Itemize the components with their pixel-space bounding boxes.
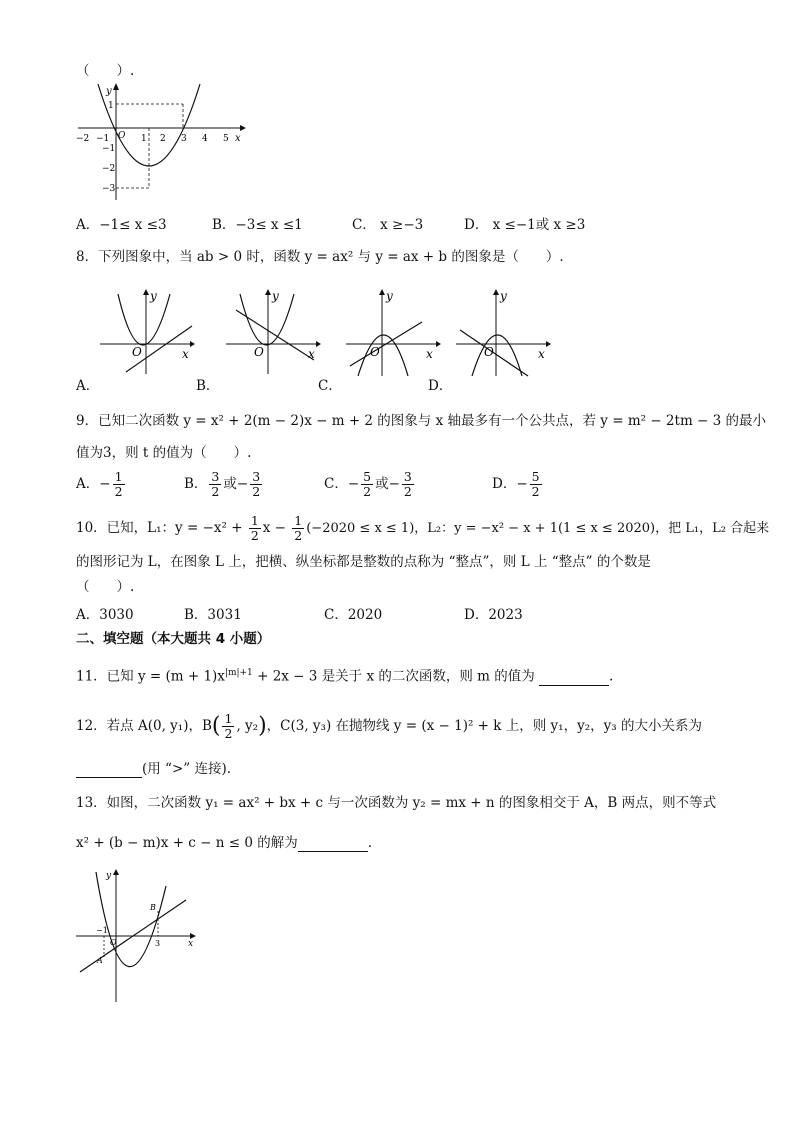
q7-x-label-neg2: −2	[76, 134, 90, 144]
q7-option-b: B．−3≤ x ≤1	[212, 217, 303, 233]
q9-c-num2: 3	[403, 469, 412, 484]
q7-origin-label: O	[118, 131, 126, 141]
q10-frac2-den: 2	[294, 528, 303, 543]
q11-answer-blank[interactable]	[539, 671, 609, 686]
q8-b-x: x	[308, 347, 315, 361]
q7-x-label-4: 4	[202, 134, 208, 144]
q9-c-fraction-2	[402, 470, 414, 499]
q9-a-den: 2	[114, 484, 123, 499]
q8-graph-d	[452, 288, 552, 378]
q8-c-x: x	[426, 347, 433, 361]
q7-parabola-graph	[74, 82, 244, 207]
section-2-title: 二、填空题（本大题共 4 小题）	[76, 631, 271, 647]
q9-a-sign: −	[99, 476, 111, 492]
q7-y-axis-label: y	[106, 86, 112, 97]
q9-d-label: D．	[492, 476, 517, 492]
q9-c-den1: 2	[363, 484, 372, 499]
q8-label-b: B．	[196, 378, 220, 394]
q10-frac1-den: 2	[250, 528, 259, 543]
q8-c-y: y	[386, 289, 393, 303]
q13-line1: 13．如图，二次函数 y₁ = ax² + bx + c 与一次函数为 y₂ = mx + n 的图象相交于 A，B 两点，则不等式	[76, 795, 717, 811]
q11-end: .	[609, 668, 614, 685]
q8-graph-c	[342, 288, 442, 378]
q13-answer-blank[interactable]	[298, 837, 368, 852]
q8-a-y: y	[150, 289, 157, 303]
q11-exponent: |m|+1	[224, 668, 253, 678]
q10-option-c: C．2020	[324, 607, 383, 623]
q9-option-d	[492, 470, 544, 499]
q8-label-a: A．	[76, 378, 100, 394]
q8-d-x: x	[538, 347, 545, 361]
q7-option-a: A．−1≤ x ≤3	[76, 217, 167, 233]
q10-option-a: A．3030	[76, 607, 134, 623]
q13-inequality: x² + (b − m)x + c − n ≤ 0 的解为	[76, 835, 298, 851]
q13-point-a: A	[97, 956, 103, 965]
q10-fraction-2	[292, 514, 304, 543]
q9-a-num: 1	[114, 469, 123, 484]
q8-c-origin: O	[370, 345, 380, 359]
q13-x-label: x	[188, 939, 194, 949]
q9-b-num2: 3	[252, 469, 261, 484]
q7-x-label-3: 3	[181, 134, 187, 144]
q13-point-b: B	[150, 903, 156, 912]
q9-b-label: B．	[184, 476, 208, 492]
q13-y-label: y	[106, 871, 112, 881]
q8-d-y: y	[500, 289, 507, 303]
q12-part-c: ，C(3, y₃) 在抛物线 y = (x − 1)² + k 上，则 y₁，y₂，y₃ 的大小关系为	[266, 718, 702, 734]
q9-c-num1: 5	[363, 469, 372, 484]
q7-x-label-neg1: −1	[96, 134, 110, 144]
q8-a-x: x	[182, 347, 189, 361]
q9-stem-line1: 9．已知二次函数 y = x² + 2(m − 2)x − m + 2 的图象与 x 轴最多有一个公共点，若 y = m² − 2tm − 3 的最小	[76, 413, 767, 429]
q7-y-label-1: 1	[108, 101, 114, 111]
q12-part-b: , y₂	[236, 718, 259, 734]
q13-origin-label: O	[110, 938, 117, 947]
q7-x-label-1: 1	[141, 134, 147, 144]
q7-x-label-5: 5	[223, 134, 229, 144]
q10-line2: 的图形记为 L，在图象 L 上，把横、纵坐标都是整数的点称为 “整点”，则 L 上 “整点” 的个数是	[76, 554, 651, 570]
q7-x-axis-label: x	[235, 133, 241, 144]
q9-stem-line2: 值为3，则 t 的值为（ ）.	[76, 445, 252, 461]
q7-option-c: C． x ≥−3	[352, 217, 424, 233]
q9-c-fraction-1	[361, 470, 373, 499]
q13-line2	[76, 834, 372, 852]
q9-d-den: 2	[531, 484, 540, 499]
q10-part-a: 10．已知，L₁：y = −x² +	[76, 520, 247, 536]
q9-option-c	[324, 470, 416, 499]
q8-a-origin: O	[132, 345, 142, 359]
q12-stem: 12．若点 A(0, y₁)，B( $\frac{1}{2}$ , y₂)，C(3, y₃) 在抛物线 y = (x − 1)² + k 上，则 y₁，y₂，y₃ 的大小关系为	[76, 711, 702, 741]
q9-d-fraction	[530, 470, 542, 499]
q9-c-den2: 2	[403, 484, 412, 499]
q9-a-label: A．	[76, 476, 100, 492]
q13-graph	[74, 868, 204, 1003]
q10-part-c: (−2020 ≤ x ≤ 1)，L₂：y = −x² − x + 1(1 ≤ x ≤ 2020)，把 L₁，L₂ 合起来	[306, 521, 770, 536]
q10-fraction-1	[249, 514, 261, 543]
q7-y-label-neg3: −3	[102, 184, 116, 194]
q9-a-fraction	[113, 470, 125, 499]
q11-part-b: + 2x − 3 是关于 x 的二次函数，则 m 的值为	[252, 668, 535, 685]
q8-stem: 8．下列图象中，当 ab > 0 时，函数 y = ax² 与 y = ax + b 的图象是（ ）.	[76, 249, 564, 265]
q12-line2	[76, 760, 231, 778]
q8-graph-b	[222, 288, 322, 378]
q9-b-fraction-1	[209, 470, 221, 499]
q10-part-b: x −	[262, 520, 291, 536]
q9-option-b	[184, 470, 264, 499]
q8-graph-a	[96, 288, 196, 378]
q7-option-d: D． x ≤−1或 x ≥3	[464, 217, 586, 233]
q7-y-label-neg1: −1	[102, 144, 116, 154]
q9-c-sign: −	[347, 476, 360, 492]
q11-part-a: 11．已知 y = (m + 1)x	[76, 668, 225, 685]
q12-frac-num: 1	[224, 711, 233, 726]
q13-tick-3: 3	[155, 939, 161, 948]
q8-b-origin: O	[254, 345, 264, 359]
q12-part-a: 12．若点 A(0, y₁)，B	[76, 718, 212, 734]
q9-b-fraction-2	[250, 470, 262, 499]
q10-frac2-num: 1	[294, 513, 303, 528]
q13-end: .	[367, 835, 373, 851]
q8-label-d: D．	[428, 378, 453, 394]
q9-d-sign: −	[516, 476, 528, 492]
q9-c-label: C．	[324, 476, 348, 492]
q9-c-mid: 或−	[375, 476, 400, 492]
q9-b-den1: 2	[211, 484, 220, 499]
q9-b-mid: 或−	[223, 476, 249, 492]
q10-line3: （ ）.	[76, 579, 135, 595]
q10-frac1-num: 1	[250, 513, 259, 528]
q8-label-c: C．	[318, 378, 342, 394]
q13-tick-neg1: −1	[96, 926, 108, 935]
q9-d-num: 5	[531, 469, 540, 484]
q9-option-a	[76, 470, 127, 499]
q10-option-d: D．2023	[464, 607, 523, 623]
q10-option-b: B．3031	[184, 607, 242, 623]
q12-hint: (用 “>” 连接).	[142, 761, 232, 777]
q7-tail: （ ）.	[76, 63, 135, 79]
q12-answer-blank[interactable]	[76, 763, 142, 778]
q12-fraction	[222, 712, 234, 741]
q8-b-y: y	[272, 289, 279, 303]
q9-b-num1: 3	[211, 469, 220, 484]
q11-stem	[76, 664, 613, 686]
q9-b-den2: 2	[252, 484, 261, 499]
q7-x-label-2: 2	[160, 134, 166, 144]
q8-d-origin: O	[484, 345, 494, 359]
q10-line1	[76, 514, 769, 543]
q7-y-label-neg2: −2	[102, 164, 116, 174]
q12-frac-den: 2	[224, 726, 233, 741]
